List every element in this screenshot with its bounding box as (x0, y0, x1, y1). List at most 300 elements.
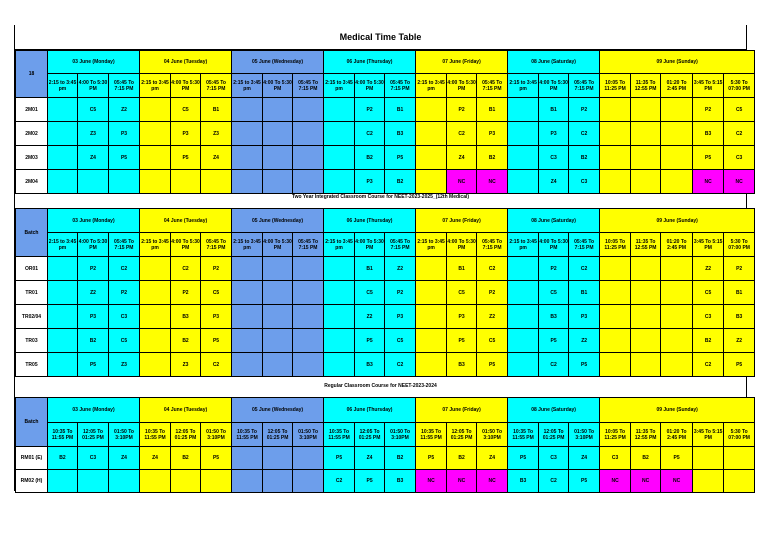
schedule-cell (78, 470, 109, 493)
time-slot-header: 05:45 To 7:15 PM (109, 233, 140, 257)
time-slot-header: 4:00 To 5:30 PM (171, 233, 201, 257)
schedule-cell: B1 (201, 98, 232, 122)
schedule-cell: C3 (78, 447, 109, 470)
schedule-cell (724, 470, 755, 493)
schedule-cell (232, 146, 263, 170)
schedule-cell (324, 98, 355, 122)
day-header: 09 June (Sunday) (600, 209, 755, 233)
schedule-cell: Z4 (477, 447, 508, 470)
time-slot-header: 4:00 To 5:30 PM (263, 74, 293, 98)
schedule-cell: Z2 (355, 305, 385, 329)
time-header-row (16, 423, 755, 447)
time-slot-header: 2:15 to 3:45 pm (416, 233, 447, 257)
schedule-cell: P5 (355, 329, 385, 353)
time-slot-header: 2:15 to 3:45 pm (416, 74, 447, 98)
schedule-cell: Z3 (78, 122, 109, 146)
schedule-cell: B3 (539, 305, 569, 329)
time-slot-header: 4:00 To 5:30 PM (447, 74, 477, 98)
schedule-cell: P5 (355, 470, 385, 493)
timetable-1 (15, 50, 755, 194)
schedule-cell: Z2 (693, 257, 724, 281)
time-slot-header: 2:15 to 3:45 pm (232, 74, 263, 98)
schedule-cell: C2 (201, 353, 232, 377)
day-header: 07 June (Friday) (416, 398, 508, 423)
schedule-cell (263, 146, 293, 170)
schedule-cell (661, 98, 693, 122)
schedule-cell: B3 (447, 353, 477, 377)
schedule-cell: C3 (724, 146, 755, 170)
schedule-cell (631, 353, 661, 377)
schedule-cell: P5 (508, 447, 539, 470)
batch-label: 2M01 (16, 98, 48, 122)
time-slot-header: 10:35 To 11:55 PM (140, 423, 171, 447)
schedule-cell (201, 470, 232, 493)
schedule-cell: C5 (109, 329, 140, 353)
day-header: 09 June (Sunday) (600, 398, 755, 423)
schedule-cell: B3 (724, 305, 755, 329)
schedule-cell (232, 447, 263, 470)
batch-label: 2M03 (16, 146, 48, 170)
schedule-cell (48, 122, 78, 146)
schedule-cell (324, 305, 355, 329)
schedule-cell: P3 (569, 305, 600, 329)
schedule-cell (263, 98, 293, 122)
schedule-cell (631, 98, 661, 122)
schedule-cell: B2 (631, 447, 661, 470)
time-slot-header: 05:45 To 7:15 PM (109, 74, 140, 98)
schedule-cell: NC (477, 470, 508, 493)
schedule-cell (140, 470, 171, 493)
batch-label: 2M02 (16, 122, 48, 146)
time-slot-header: 10:35 To 11:55 PM (48, 423, 78, 447)
schedule-cell (140, 98, 171, 122)
table-row (16, 353, 755, 377)
schedule-cell (508, 146, 539, 170)
schedule-cell (140, 146, 171, 170)
time-slot-header: 12:05 To 01:25 PM (78, 423, 109, 447)
time-slot-header: 01:50 To 3:10PM (477, 423, 508, 447)
schedule-cell: C3 (539, 146, 569, 170)
schedule-cell: NC (631, 470, 661, 493)
schedule-cell (232, 305, 263, 329)
time-slot-header: 12:05 To 01:25 PM (447, 423, 477, 447)
day-header-row (16, 398, 755, 423)
schedule-cell: P5 (693, 146, 724, 170)
schedule-cell (140, 281, 171, 305)
schedule-cell: NC (416, 470, 447, 493)
time-slot-header: 5:30 To 07:00 PM (724, 74, 755, 98)
day-header: 04 June (Tuesday) (140, 398, 232, 423)
schedule-cell: P5 (201, 329, 232, 353)
schedule-cell: B2 (355, 146, 385, 170)
schedule-cell (293, 122, 324, 146)
schedule-cell: P5 (569, 353, 600, 377)
day-header: 08 June (Saturday) (508, 209, 600, 233)
day-header: 05 June (Wednesday) (232, 209, 324, 233)
schedule-cell: B2 (385, 170, 416, 194)
schedule-cell (324, 353, 355, 377)
time-slot-header: 10:05 To 11:25 PM (600, 233, 631, 257)
schedule-cell: C2 (693, 353, 724, 377)
schedule-cell (293, 281, 324, 305)
schedule-cell: P3 (355, 170, 385, 194)
schedule-cell (631, 329, 661, 353)
schedule-cell (661, 353, 693, 377)
schedule-cell: NC (600, 470, 631, 493)
time-slot-header: 10:35 To 11:55 PM (508, 423, 539, 447)
time-slot-header: 2:15 to 3:45 pm (508, 74, 539, 98)
schedule-cell: P2 (78, 257, 109, 281)
table-row (16, 281, 755, 305)
schedule-cell: P3 (109, 122, 140, 146)
batch-label: TR02/04 (16, 305, 48, 329)
schedule-cell: NC (724, 170, 755, 194)
schedule-cell (263, 470, 293, 493)
schedule-cell (724, 447, 755, 470)
time-slot-header: 4:00 To 5:30 PM (355, 233, 385, 257)
table-row (16, 470, 755, 493)
time-slot-header: 4:00 To 5:30 PM (539, 233, 569, 257)
time-slot-header: 10:35 To 11:55 PM (232, 423, 263, 447)
schedule-cell (324, 329, 355, 353)
schedule-cell (293, 257, 324, 281)
day-header: 05 June (Wednesday) (232, 398, 324, 423)
time-slot-header: 4:00 To 5:30 PM (78, 233, 109, 257)
schedule-cell: Z4 (201, 146, 232, 170)
schedule-cell (600, 353, 631, 377)
schedule-cell: Z2 (724, 329, 755, 353)
time-slot-header: 05:45 To 7:15 PM (385, 74, 416, 98)
schedule-cell: B1 (724, 281, 755, 305)
day-header: 05 June (Wednesday) (232, 51, 324, 74)
schedule-cell (600, 257, 631, 281)
time-slot-header: 01:20 To 2:45 PM (661, 74, 693, 98)
corner-label: 18 (16, 51, 48, 98)
day-header: 03 June (Monday) (48, 51, 140, 74)
time-slot-header: 3:45 To 5:15 PM (693, 423, 724, 447)
schedule-cell: P5 (416, 447, 447, 470)
time-slot-header: 5:30 To 07:00 PM (724, 233, 755, 257)
schedule-cell: Z4 (569, 447, 600, 470)
batch-label: TR03 (16, 329, 48, 353)
schedule-cell (140, 122, 171, 146)
corner-label: Batch (16, 398, 48, 447)
time-slot-header: 2:15 to 3:45 pm (508, 233, 539, 257)
schedule-cell (416, 329, 447, 353)
schedule-cell (293, 470, 324, 493)
schedule-cell (600, 122, 631, 146)
schedule-cell (631, 122, 661, 146)
time-slot-header: 12:05 To 01:25 PM (539, 423, 569, 447)
day-header: 07 June (Friday) (416, 51, 508, 74)
schedule-cell: C5 (201, 281, 232, 305)
schedule-cell (109, 470, 140, 493)
schedule-cell: B2 (78, 329, 109, 353)
day-header: 06 June (Thursday) (324, 51, 416, 74)
time-slot-header: 01:50 To 3:10PM (109, 423, 140, 447)
schedule-cell (140, 329, 171, 353)
schedule-cell: P2 (201, 257, 232, 281)
schedule-cell: B2 (569, 146, 600, 170)
schedule-cell: B3 (693, 122, 724, 146)
day-header: 08 June (Saturday) (508, 398, 600, 423)
schedule-cell (232, 329, 263, 353)
schedule-cell (48, 281, 78, 305)
schedule-cell: P3 (78, 305, 109, 329)
time-slot-header: 3:45 To 5:15 PM (693, 233, 724, 257)
schedule-cell: P5 (724, 353, 755, 377)
schedule-cell (508, 281, 539, 305)
timetable-3 (15, 397, 755, 493)
schedule-cell (693, 470, 724, 493)
schedule-cell: Z2 (78, 281, 109, 305)
schedule-cell (600, 281, 631, 305)
timetable-2 (15, 208, 755, 377)
schedule-cell (171, 470, 201, 493)
batch-label: OR01 (16, 257, 48, 281)
schedule-cell: P5 (201, 447, 232, 470)
day-header: 03 June (Monday) (48, 398, 140, 423)
schedule-cell: B1 (539, 98, 569, 122)
time-slot-header: 2:15 to 3:45 pm (324, 74, 355, 98)
schedule-cell: P2 (109, 281, 140, 305)
schedule-cell: P5 (171, 146, 201, 170)
time-slot-header: 12:05 To 01:25 PM (171, 423, 201, 447)
schedule-cell (600, 305, 631, 329)
schedule-cell: P2 (171, 281, 201, 305)
schedule-cell (416, 305, 447, 329)
time-slot-header: 05:45 To 7:15 PM (385, 233, 416, 257)
batch-label: RM01 (E) (16, 447, 48, 470)
schedule-cell (661, 257, 693, 281)
schedule-cell: Z4 (109, 447, 140, 470)
time-slot-header: 11:35 To 12:55 PM (631, 74, 661, 98)
schedule-cell: C2 (477, 257, 508, 281)
schedule-cell (140, 353, 171, 377)
schedule-cell: B3 (385, 470, 416, 493)
schedule-cell: P5 (447, 329, 477, 353)
schedule-cell (508, 353, 539, 377)
schedule-cell (693, 447, 724, 470)
time-slot-header: 05:45 To 7:15 PM (477, 74, 508, 98)
schedule-cell: NC (477, 170, 508, 194)
schedule-cell (293, 447, 324, 470)
schedule-cell (324, 281, 355, 305)
time-slot-header: 10:05 To 11:25 PM (600, 74, 631, 98)
time-slot-header: 05:45 To 7:15 PM (201, 74, 232, 98)
schedule-cell: P2 (385, 281, 416, 305)
schedule-cell (324, 122, 355, 146)
schedule-cell: Z4 (447, 146, 477, 170)
schedule-cell (600, 329, 631, 353)
time-slot-header: 2:15 to 3:45 pm (48, 233, 78, 257)
schedule-cell: P3 (447, 305, 477, 329)
table-row (16, 447, 755, 470)
time-slot-header: 10:05 To 11:25 PM (600, 423, 631, 447)
time-slot-header: 2:15 to 3:45 pm (48, 74, 78, 98)
schedule-cell (631, 257, 661, 281)
schedule-cell (508, 98, 539, 122)
schedule-cell: P2 (693, 98, 724, 122)
schedule-cell (508, 329, 539, 353)
schedule-cell (631, 281, 661, 305)
schedule-cell: C2 (171, 257, 201, 281)
schedule-cell (232, 353, 263, 377)
schedule-cell (263, 329, 293, 353)
day-header-row (16, 51, 755, 74)
time-slot-header: 01:20 To 2:45 PM (661, 233, 693, 257)
time-slot-header: 11:35 To 12:55 PM (631, 423, 661, 447)
time-slot-header: 5:30 To 07:00 PM (724, 423, 755, 447)
schedule-cell: C5 (724, 98, 755, 122)
schedule-cell: C5 (447, 281, 477, 305)
schedule-cell (600, 98, 631, 122)
schedule-cell: NC (693, 170, 724, 194)
schedule-cell: C2 (109, 257, 140, 281)
schedule-cell: C5 (355, 281, 385, 305)
schedule-cell: P2 (569, 98, 600, 122)
table-row (16, 122, 755, 146)
time-slot-header: 12:05 To 01:25 PM (263, 423, 293, 447)
schedule-cell (263, 447, 293, 470)
batch-label: 2M04 (16, 170, 48, 194)
schedule-cell: P5 (477, 353, 508, 377)
schedule-cell (508, 305, 539, 329)
schedule-cell (232, 122, 263, 146)
schedule-cell: B2 (447, 447, 477, 470)
schedule-cell: B3 (355, 353, 385, 377)
schedule-cell (263, 305, 293, 329)
time-slot-header: 4:00 To 5:30 PM (355, 74, 385, 98)
schedule-cell: Z4 (539, 170, 569, 194)
day-header: 06 June (Thursday) (324, 398, 416, 423)
time-slot-header: 4:00 To 5:30 PM (447, 233, 477, 257)
table-row (16, 146, 755, 170)
schedule-cell: Z2 (477, 305, 508, 329)
schedule-cell: Z3 (171, 353, 201, 377)
time-slot-header: 01:50 To 3:10PM (385, 423, 416, 447)
schedule-cell: C3 (109, 305, 140, 329)
schedule-cell: P3 (385, 305, 416, 329)
schedule-cell: C5 (78, 98, 109, 122)
schedule-cell (293, 353, 324, 377)
time-slot-header: 4:00 To 5:30 PM (171, 74, 201, 98)
schedule-cell (416, 146, 447, 170)
schedule-cell (232, 257, 263, 281)
schedule-cell (140, 257, 171, 281)
table-row (16, 257, 755, 281)
schedule-cell (232, 98, 263, 122)
schedule-cell: P5 (109, 146, 140, 170)
schedule-cell: P3 (171, 122, 201, 146)
corner-label: Batch (16, 209, 48, 257)
schedule-cell: Z4 (140, 447, 171, 470)
time-header-row (16, 233, 755, 257)
schedule-cell: P2 (539, 257, 569, 281)
schedule-cell (263, 257, 293, 281)
schedule-cell: P2 (724, 257, 755, 281)
schedule-cell (48, 353, 78, 377)
schedule-cell: B2 (385, 447, 416, 470)
schedule-cell (48, 329, 78, 353)
section-subtitle: Regular Classroom Course for NEET-2023-2024 (324, 383, 437, 389)
schedule-cell: C2 (324, 470, 355, 493)
schedule-cell: NC (447, 470, 477, 493)
schedule-cell: P2 (477, 281, 508, 305)
schedule-cell (324, 146, 355, 170)
schedule-cell: B2 (171, 329, 201, 353)
schedule-cell: Z3 (201, 122, 232, 146)
schedule-cell (416, 98, 447, 122)
day-header: 09 June (Sunday) (600, 51, 755, 74)
schedule-cell: Z3 (109, 353, 140, 377)
day-header: 07 June (Friday) (416, 209, 508, 233)
day-header: 03 June (Monday) (48, 209, 140, 233)
schedule-cell (508, 122, 539, 146)
schedule-cell: C2 (385, 353, 416, 377)
time-slot-header: 11:35 To 12:55 PM (631, 233, 661, 257)
day-header: 06 June (Thursday) (324, 209, 416, 233)
schedule-cell: C3 (600, 447, 631, 470)
schedule-cell: P3 (477, 122, 508, 146)
schedule-cell: P5 (324, 447, 355, 470)
schedule-cell (232, 281, 263, 305)
schedule-cell: B3 (508, 470, 539, 493)
batch-label: RM02 (H) (16, 470, 48, 493)
time-slot-header: 01:50 To 3:10PM (201, 423, 232, 447)
schedule-cell: C5 (385, 329, 416, 353)
schedule-cell (416, 257, 447, 281)
day-header: 04 June (Tuesday) (140, 209, 232, 233)
schedule-cell: B1 (477, 98, 508, 122)
schedule-cell (631, 146, 661, 170)
time-slot-header: 01:20 To 2:45 PM (661, 423, 693, 447)
schedule-cell: Z2 (569, 329, 600, 353)
schedule-cell: B1 (385, 98, 416, 122)
schedule-cell: P5 (385, 146, 416, 170)
schedule-cell: Z4 (78, 146, 109, 170)
time-slot-header: 05:45 To 7:15 PM (293, 74, 324, 98)
schedule-cell (48, 98, 78, 122)
schedule-cell (293, 98, 324, 122)
schedule-cell: C5 (477, 329, 508, 353)
batch-label: TR01 (16, 281, 48, 305)
schedule-cell: C3 (569, 170, 600, 194)
time-slot-header: 01:50 To 3:10PM (569, 423, 600, 447)
time-slot-header: 2:15 to 3:45 pm (324, 233, 355, 257)
schedule-cell: C2 (355, 122, 385, 146)
schedule-cell: C2 (447, 122, 477, 146)
table-row (16, 98, 755, 122)
schedule-cell (416, 281, 447, 305)
schedule-cell: B1 (355, 257, 385, 281)
schedule-cell: C5 (693, 281, 724, 305)
time-slot-header: 4:00 To 5:30 PM (539, 74, 569, 98)
schedule-cell: P5 (539, 329, 569, 353)
schedule-cell: C5 (539, 281, 569, 305)
time-slot-header: 05:45 To 7:15 PM (569, 233, 600, 257)
time-slot-header: 2:15 to 3:45 pm (232, 233, 263, 257)
schedule-cell: C2 (539, 470, 569, 493)
schedule-cell: P5 (661, 447, 693, 470)
schedule-cell (661, 329, 693, 353)
batch-label: TR05 (16, 353, 48, 377)
schedule-cell: B3 (385, 122, 416, 146)
schedule-cell: C2 (569, 257, 600, 281)
time-slot-header: 12:05 To 01:25 PM (355, 423, 385, 447)
table-row (16, 305, 755, 329)
schedule-cell (661, 281, 693, 305)
